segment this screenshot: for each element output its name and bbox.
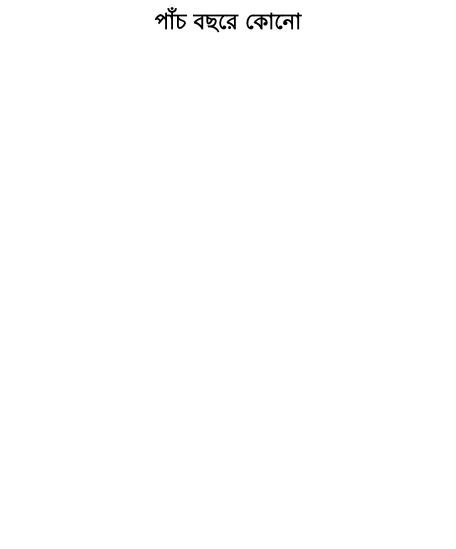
article-body-line [2,41,454,58]
article-body-line [2,369,454,386]
article-body-line [2,110,454,127]
article-body-line [2,144,454,161]
article-body-line [2,473,454,490]
article-body-line [2,542,454,549]
article-body-line [2,162,454,179]
headline [0,9,456,37]
article-body-line [2,421,454,438]
article-body-line [2,317,454,334]
article-body-line [2,525,454,542]
article-body-line [2,127,454,144]
article-body-line [2,231,454,248]
article-body-line [2,352,454,369]
article-body-line [2,508,454,525]
article-body-line [2,214,454,231]
article-body-line [2,335,454,352]
article-body-line [2,265,454,282]
clipped-preceding-line [10,0,270,6]
article-body-line [2,404,454,421]
article-body-line [2,58,454,75]
headline-text: পাঁচ বছরে কোনো [154,10,302,35]
article-body-line [2,75,454,92]
article-body-line [2,92,454,109]
article-body-line [2,438,454,455]
article-body-line [2,179,454,196]
article-body-line [2,248,454,265]
article-body-line [2,387,454,404]
article-body-line [2,300,454,317]
article-body-line [2,490,454,507]
article-body-line [2,456,454,473]
article-body-line [2,283,454,300]
article-body-line [2,196,454,213]
